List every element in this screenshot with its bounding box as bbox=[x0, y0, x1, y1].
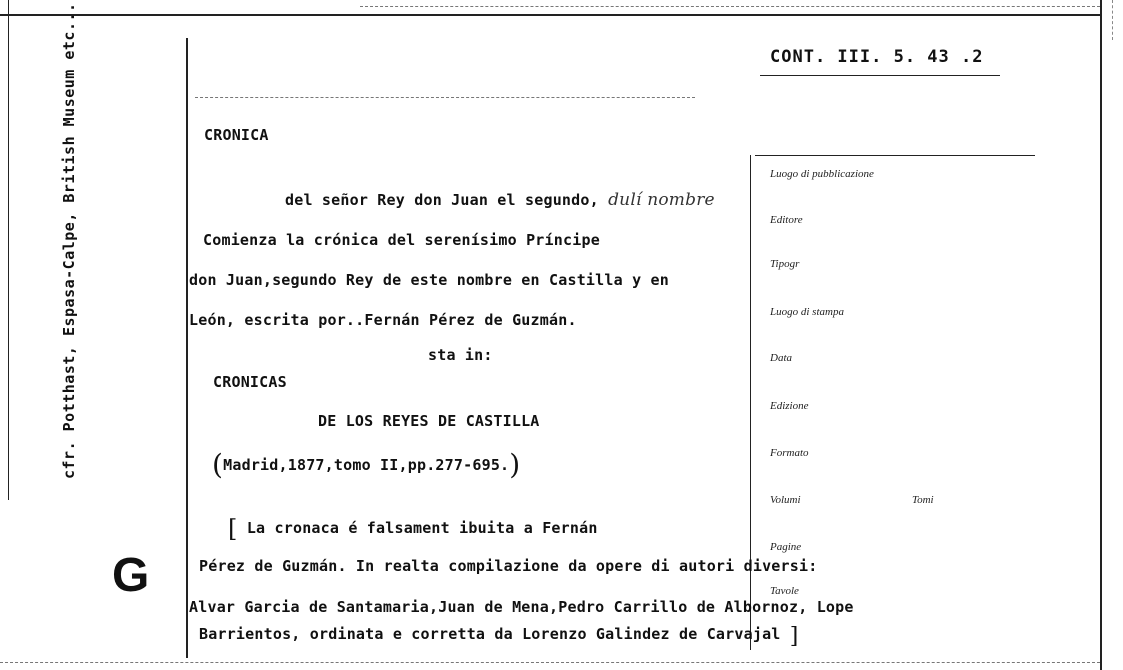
form-field-data: Data bbox=[770, 352, 792, 364]
body-line-4: León, escrita por..Fernán Pérez de Guzmán. bbox=[189, 311, 577, 329]
open-paren: ( bbox=[212, 448, 224, 481]
body-line-7: DE LOS REYES DE CASTILLA bbox=[318, 412, 540, 430]
body-line-6: CRONICAS bbox=[213, 373, 287, 391]
left-border-line bbox=[8, 0, 9, 500]
form-field-pagine: Pagine bbox=[770, 541, 802, 553]
form-field-luogo-stampa: Luogo di stampa bbox=[770, 306, 844, 318]
note-line-1 bbox=[228, 515, 598, 543]
collection-letter: G bbox=[112, 549, 150, 602]
open-bracket: [ bbox=[228, 515, 238, 543]
imprint-text: Madrid,1877,tomo II,pp.277-695. bbox=[223, 456, 510, 474]
note-line-4 bbox=[199, 624, 799, 649]
form-field-luogo-pubblicazione: Luogo di pubblicazione bbox=[770, 168, 874, 180]
form-field-editore: Editore bbox=[770, 214, 803, 226]
body-line-5: sta in: bbox=[428, 346, 493, 364]
body-line-8 bbox=[212, 448, 520, 481]
right-border-line bbox=[1100, 0, 1102, 670]
close-paren: ) bbox=[509, 448, 521, 481]
top-border-line bbox=[0, 14, 1100, 16]
margin-line bbox=[186, 38, 188, 658]
form-field-edizione: Edizione bbox=[770, 400, 809, 412]
handwritten-note: dulí nombre bbox=[608, 190, 715, 210]
body-line-2: Comienza la crónica del serenísimo Príncipe bbox=[203, 231, 600, 249]
record-title: CRONICA bbox=[204, 126, 269, 144]
form-field-tavole: Tavole bbox=[770, 585, 799, 597]
form-top-line bbox=[755, 155, 1035, 156]
top-dashed-line bbox=[360, 6, 1100, 7]
note-line-2: Pérez de Guzmán. In realta compilazione da opere di autori diversi: bbox=[199, 557, 818, 575]
corner-mark bbox=[1112, 0, 1113, 40]
form-column-line bbox=[750, 155, 751, 650]
form-field-volumi: Volumi bbox=[770, 494, 801, 506]
shelfmark: CONT. III. 5. 43 .2 bbox=[770, 47, 984, 67]
body-line-1 bbox=[285, 190, 715, 210]
form-field-tomi: Tomi bbox=[912, 494, 934, 506]
heading-dashed-line bbox=[195, 97, 695, 98]
close-bracket: ] bbox=[789, 624, 799, 649]
form-field-formato: Formato bbox=[770, 447, 809, 459]
note-text: La cronaca é falsament ibuita a Fernán bbox=[246, 519, 598, 537]
note-line-3: Alvar Garcia de Santamaria,Juan de Mena,Pedro Carrillo de Albornoz, Lope bbox=[189, 598, 854, 616]
body-text: del señor Rey don Juan el segundo, bbox=[285, 191, 599, 209]
side-note: cfr. Potthast, Espasa-Calpe, British Museum etc... bbox=[60, 2, 78, 479]
form-field-tipogr: Tipogr bbox=[770, 258, 800, 270]
bottom-dashed-line bbox=[0, 662, 1100, 663]
body-line-3: don Juan,segundo Rey de este nombre en Castilla y en bbox=[189, 271, 669, 289]
shelfmark-underline bbox=[760, 75, 1000, 76]
note-text: Barrientos, ordinata e corretta da Lorenzo Galindez de Carvajal bbox=[199, 625, 781, 643]
